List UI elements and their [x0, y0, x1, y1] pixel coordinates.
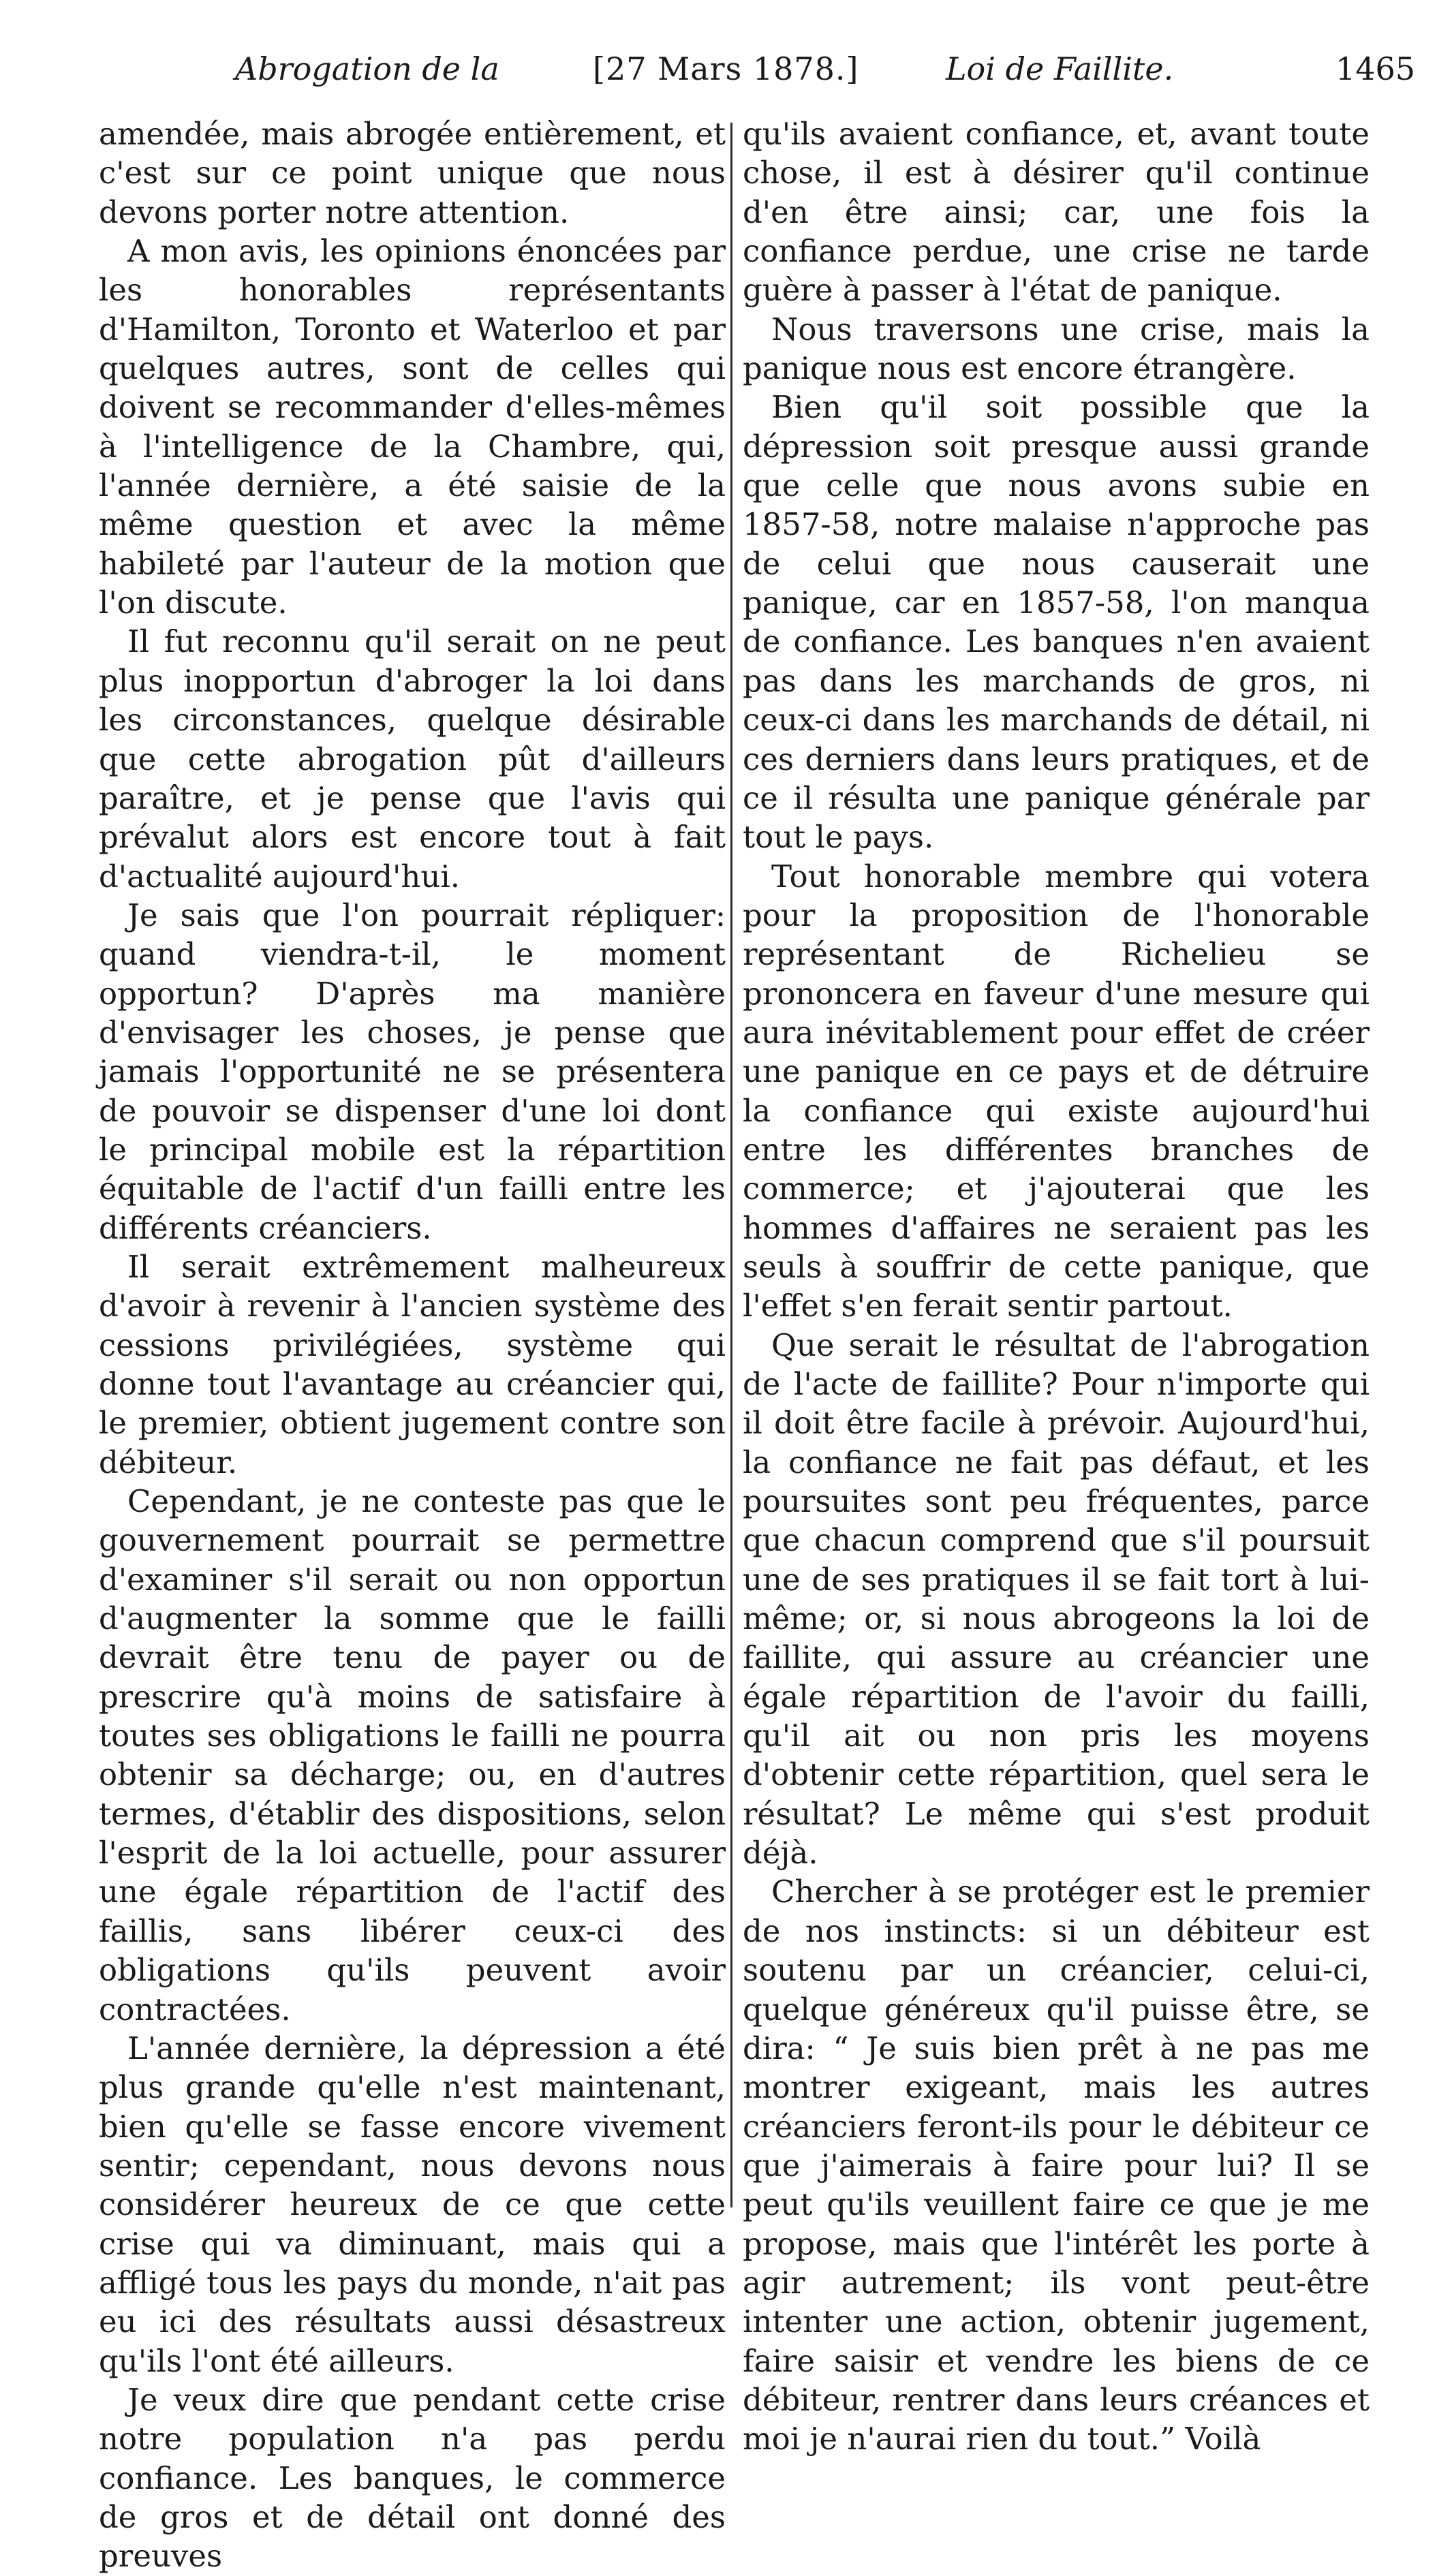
paragraph: amendée, mais abrogée entièrement, et c'est sur ce point unique que nous devons porter notre attention.	[99, 116, 726, 230]
header-date: [27 Mars 1878.]	[593, 50, 859, 87]
header-right-title: Loi de Faillite.	[946, 50, 1174, 87]
paragraph: Tout honorable membre qui votera pour la proposition de l'honorable représentant de Richelieu se prononcera en faveur d'une mesure qui aura inévitablement pour effet de créer une panique en ce pays et de détruire la confiance qui existe aujourd'hui entre les différentes branches de commerce; et j'ajouterai que les hommes d'affaires ne seraient pas les seuls à souffrir de cette panique, que l'effet s'en ferait sentir partout.	[743, 858, 1370, 1324]
column-divider	[730, 123, 732, 2207]
paragraph: Nous traversons une crise, mais la panique nous est encore étrangère.	[743, 311, 1370, 387]
paragraph: Chercher à se protéger est le premier de nos instincts: si un débiteur est soutenu par un créancier, celui-ci, quelque généreux qu'il puisse être, se dira: “ Je suis bien prêt à ne pas me montrer exigeant, mais les autres créanciers feront-ils pour le débiteur ce que j'aimerais à faire pour lui? Il se peut qu'ils veuillent faire ce que je me propose, mais que l'intérêt les porte à agir autrement; ils vont peut-être intenter une action, obtenir jugement, faire saisir et vendre les biens de ce débiteur, rentrer dans leurs créances et moi je n'aurai rien du tout.” Voilà	[743, 1874, 1370, 2457]
page-header	[89, 45, 1417, 93]
right-column	[743, 114, 1370, 2459]
paragraph: Il serait extrêmement malheureux d'avoir à revenir à l'ancien système des cessions privilégiées, système qui donne tout l'avantage au créancier qui, le premier, obtient jugement contre son débiteur.	[99, 1248, 726, 1480]
paragraph: Bien qu'il soit possible que la dépression soit presque aussi grande que celle que nous avons subie en 1857-58, notre malaise n'approche pas de celui que nous causerait une panique, car en 1857-58, l'on manqua de confiance. Les banques n'en avaient pas dans les marchands de gros, ni ceux-ci dans les marchands de détail, ni ces derniers dans leurs pratiques, et de ce il résulta une panique générale par tout le pays.	[743, 389, 1370, 856]
paragraph: Je veux dire que pendant cette crise notre population n'a pas perdu confiance. Les banques, le commerce de gros et de détail ont donné des preuves	[99, 2381, 726, 2575]
paragraph: Cependant, je ne conteste pas que le gouvernement pourrait se permettre d'examiner s'il serait ou non opportun d'augmenter la somme que le failli devrait être tenu de payer ou de prescrire qu'à moins de satisfaire à toutes ses obligations le failli ne pourra obtenir sa décharge; ou, en d'autres termes, d'établir des dispositions, selon l'esprit de la loi actuelle, pour assurer une égale répartition de l'actif des faillis, sans libérer ceux-ci des obligations qu'ils peuvent avoir contractées.	[99, 1483, 726, 2028]
paragraph: Je sais que l'on pourrait répliquer: quand viendra-t-il, le moment opportun? D'après ma manière d'envisager les choses, je pense que jamais l'opportunité ne se présentera de pouvoir se dispenser d'une loi dont le principal mobile est la répartition équitable de l'actif d'un failli entre les différents créanciers.	[99, 897, 726, 1246]
paragraph: Il fut reconnu qu'il serait on ne peut plus inopportun d'abroger la loi dans les circonstances, quelque désirable que cette abrogation pût d'ailleurs paraître, et je pense que l'avis qui prévalut alors est encore tout à fait d'actualité aujourd'hui.	[99, 623, 726, 895]
page-number: 1465	[1335, 50, 1416, 87]
paragraph: L'année dernière, la dépression a été plus grande qu'elle n'est maintenant, bien qu'elle se fasse encore vivement sentir; cependant, nous devons nous considérer heureux de ce que cette crise qui va diminuant, mais qui a affligé tous les pays du monde, n'ait pas eu ici des résultats aussi désastreux qu'ils l'ont été ailleurs.	[99, 2030, 726, 2379]
paragraph: Que serait le résultat de l'abrogation de l'acte de faillite? Pour n'importe qui il doit être facile à prévoir. Aujourd'hui, la confiance ne fait pas défaut, et les poursuites sont peu fréquentes, parce que chacun comprend que s'il poursuit une de ses pratiques il se fait tort à lui-même; or, si nous abrogeons la loi de faillite, qui assure au créancier une égale répartition de l'avoir du failli, qu'il ait ou non pris les moyens d'obtenir cette répartition, quel sera le résultat? Le même qui s'est produit déjà.	[743, 1326, 1370, 1872]
header-left-title: Abrogation de la	[235, 50, 499, 87]
paragraph: A mon avis, les opinions énoncées par les honorables représentants d'Hamilton, Toronto et Waterloo et par quelques autres, sont de celles qui doivent se recommander d'elles-mêmes à l'intelligence de la Chambre, qui, l'année dernière, a été saisie de la même question et avec la même habileté par l'auteur de la motion que l'on discute.	[99, 233, 726, 621]
left-column	[99, 114, 726, 2576]
paragraph: qu'ils avaient confiance, et, avant toute chose, il est à désirer qu'il continue d'en être ainsi; car, une fois la confiance perdue, une crise ne tarde guère à passer à l'état de panique.	[743, 116, 1370, 309]
